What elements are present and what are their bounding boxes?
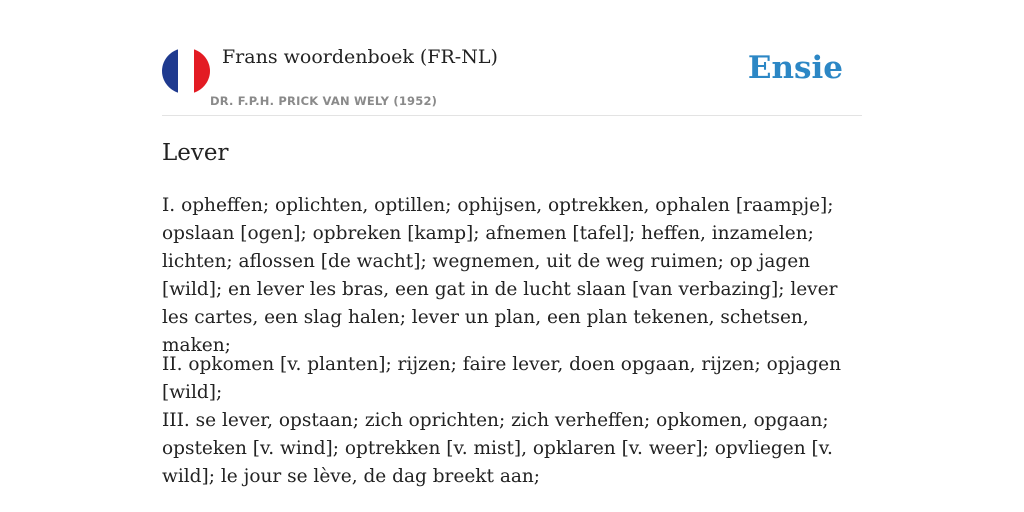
dictionary-header (162, 0, 862, 116)
dictionary-author: DR. F.P.H. PRICK VAN WELY (1952) (210, 94, 438, 108)
brand-logo-link[interactable]: Ensie (747, 50, 843, 86)
dictionary-title: Frans woordenboek (FR-NL) (222, 46, 498, 68)
definition-paragraph: II. opkomen [v. planten]; rijzen; faire lever, doen opgaan, rijzen; opjagen [wild]; (162, 354, 842, 403)
dictionary-card (162, 0, 862, 487)
entry-word-title: Lever (162, 140, 229, 166)
definition-paragraph: III. se lever, opstaan; zich oprichten; zich verheffen; opkomen, opgaan; opsteken [v. wind]; optrekken [v. mist], opklaren [v. weer]; opvliegen [v. wild]; le jour se lève, de dag breekt aan; (162, 410, 833, 487)
definition-paragraph: I. opheffen; oplichten, optillen; ophijsen, optrekken, ophalen [raampje]; opslaan [ogen]; opbreken [kamp]; afnemen [tafel]; heffen, inzamelen; lichten; aflossen [de wacht]; wegnemen, uit de weg ruimen; op jagen [wild]; en lever les bras, een gat in de lucht slaan [van verbazing]; lever les cartes, een slag halen; lever un plan, een plan tekenen, schetsen, maken; (162, 195, 838, 356)
french-flag-icon (162, 48, 210, 94)
